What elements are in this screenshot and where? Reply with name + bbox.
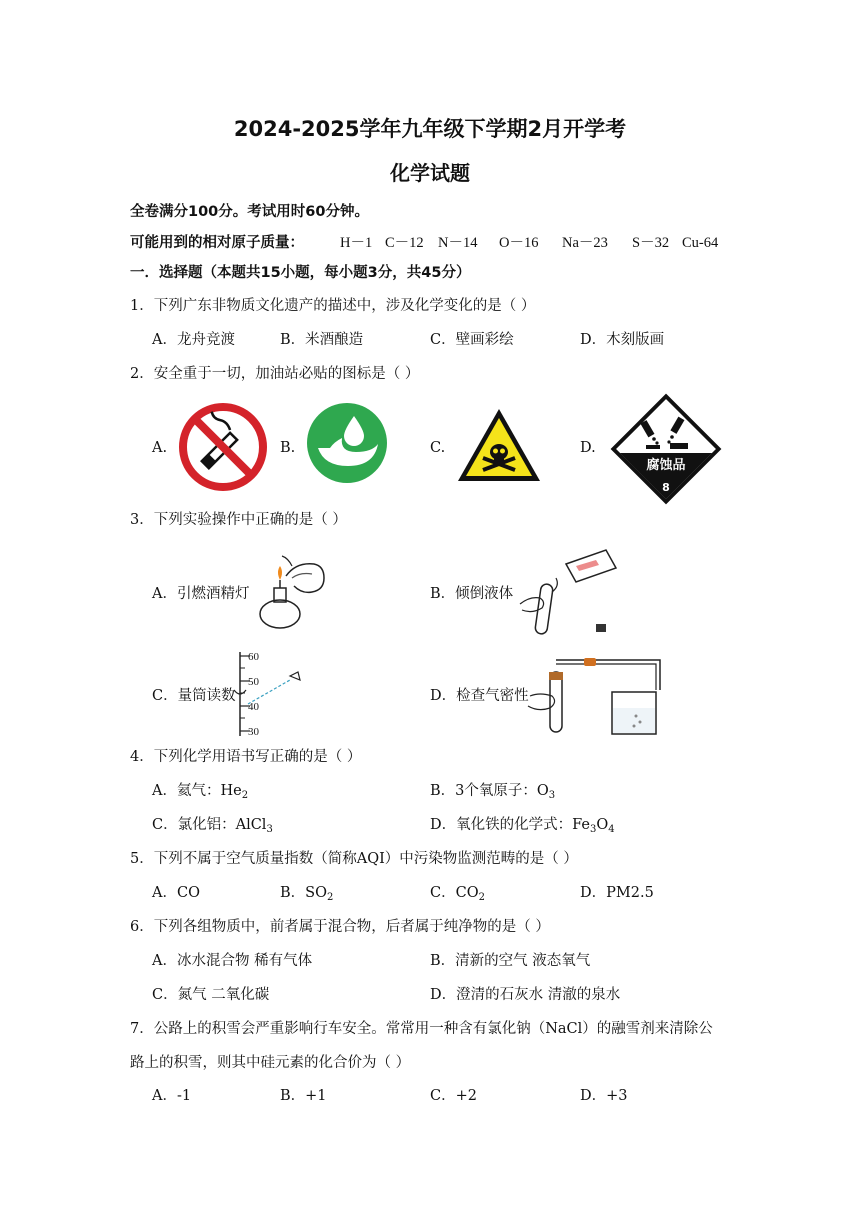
atomic-mass-label: 可能用到的相对原子质量： (130, 235, 304, 251)
page-title: 2024-2025学年九年级下学期2月开学考 (233, 117, 627, 141)
measuring-cylinder-illustration (228, 648, 318, 738)
cylinder-tick-50: 50 (248, 676, 259, 688)
cylinder-tick-60: 60 (248, 651, 259, 663)
atomic-mass-cu: Cu-64 (682, 235, 719, 251)
page-subtitle: 化学试题 (390, 161, 470, 185)
corrosive-sign-label: 腐蚀品 (646, 458, 686, 473)
q6-option-a[interactable]: A．冰水混合物 稀有气体 (152, 953, 313, 969)
q2-stem: 2．安全重于一切，加油站必贴的图标是（ ） (130, 366, 420, 382)
q5-c-label: C．CO (430, 885, 479, 901)
q4-option-a[interactable] (152, 782, 248, 800)
q7-option-d[interactable]: D．+3 (580, 1088, 628, 1104)
q4-d-sub2: 4 (608, 824, 615, 835)
q5-c-sub: 2 (478, 892, 485, 903)
q6-option-d[interactable]: D．澄清的石灰水 清澈的泉水 (430, 987, 621, 1003)
atomic-mass-na: Na－23 (562, 235, 608, 251)
q4-stem: 4．下列化学用语书写正确的是（ ） (130, 749, 362, 765)
corrosive-warning-icon (610, 393, 722, 505)
q5-b-sub: 2 (326, 892, 334, 903)
q4-d-mid: O (596, 817, 609, 833)
q7-option-b[interactable]: B．+1 (280, 1088, 327, 1104)
q2-option-d[interactable]: D. (580, 440, 596, 456)
q5-stem: 5．下列不属于空气质量指数（简称AQI）中污染物监测范畴的是（ ） (130, 851, 578, 867)
q7-option-a[interactable]: A．-1 (152, 1088, 192, 1104)
q1-option-b[interactable]: B．米酒酿造 (280, 332, 364, 348)
water-saving-icon (306, 402, 388, 484)
q7-stem-line1: 7．公路上的积雪会严重影响行车安全。常常用一种含有氯化钠（NaCl）的融雪剂来清除公 (130, 1021, 713, 1037)
q7-stem-line2: 路上的积雪，则其中硅元素的化合价为（ ） (130, 1055, 411, 1071)
q6-option-b[interactable]: B．清新的空气 液态氧气 (430, 953, 591, 969)
no-smoking-icon (178, 402, 268, 492)
full-score-note: 全卷满分100分。考试用时60分钟。 (130, 204, 369, 220)
q4-b-sub: 3 (548, 790, 556, 801)
airtightness-check-illustration (526, 650, 666, 738)
cylinder-tick-40: 40 (248, 701, 259, 713)
q3-stem: 3．下列实验操作中正确的是（ ） (130, 512, 347, 528)
toxic-warning-icon (455, 406, 543, 484)
cylinder-tick-30: 30 (248, 726, 259, 738)
q2-option-c[interactable]: C. (430, 440, 446, 456)
q2-option-a[interactable]: A. (152, 440, 168, 456)
q4-option-b[interactable] (430, 782, 555, 800)
pouring-liquid-illustration (516, 544, 626, 640)
q3-option-a[interactable]: A．引燃酒精灯 (152, 586, 250, 602)
q4-a-sub: 2 (241, 790, 249, 801)
q5-option-d[interactable]: D．PM2.5 (580, 885, 654, 901)
q3-option-d[interactable]: D．检查气密性 (430, 688, 529, 704)
q5-option-c[interactable] (430, 884, 485, 902)
q4-option-c[interactable] (152, 816, 273, 834)
q4-b-label: B．3个氧原子：O (430, 783, 549, 799)
q3-option-c[interactable]: C．量筒读数 (152, 688, 236, 704)
q1-stem: 1．下列广东非物质文化遗产的描述中，涉及化学变化的是（ ） (130, 298, 536, 314)
q5-option-b[interactable] (280, 884, 333, 902)
atomic-mass-n: N－14 (438, 235, 478, 251)
q4-c-sub: 3 (266, 824, 273, 835)
q3-option-b[interactable]: B．倾倒液体 (430, 586, 514, 602)
q5-b-label: B．SO (280, 885, 327, 901)
q1-option-c[interactable]: C．壁画彩绘 (430, 332, 514, 348)
alcohol-lamp-illustration (252, 548, 332, 632)
q4-d-label: D．氧化铁的化学式：Fe (430, 817, 590, 833)
atomic-mass-o: O－16 (499, 235, 539, 251)
q7-option-c[interactable]: C．+2 (430, 1088, 477, 1104)
q4-option-d[interactable] (430, 816, 615, 834)
atomic-mass-c: C－12 (385, 235, 424, 251)
q4-c-label: C．氯化铝：AlCl (152, 817, 267, 833)
q6-stem: 6．下列各组物质中，前者属于混合物，后者属于纯净物的是（ ） (130, 919, 550, 935)
q1-option-a[interactable]: A．龙舟竞渡 (152, 332, 235, 348)
q1-option-d[interactable]: D．木刻版画 (580, 332, 665, 348)
q4-d-sub1: 3 (589, 824, 597, 835)
q4-a-label: A．氦气：He (152, 783, 242, 799)
q5-option-a[interactable]: A．CO (152, 885, 200, 901)
corrosive-sign-number: 8 (662, 481, 670, 494)
section-heading: 一．选择题（本题共15小题，每小题3分，共45分） (130, 265, 471, 281)
atomic-mass-s: S－32 (632, 235, 670, 251)
atomic-mass-h: H－1 (340, 235, 373, 251)
q6-option-c[interactable]: C．氮气 二氧化碳 (152, 987, 270, 1003)
q2-option-b[interactable]: B. (280, 440, 296, 456)
